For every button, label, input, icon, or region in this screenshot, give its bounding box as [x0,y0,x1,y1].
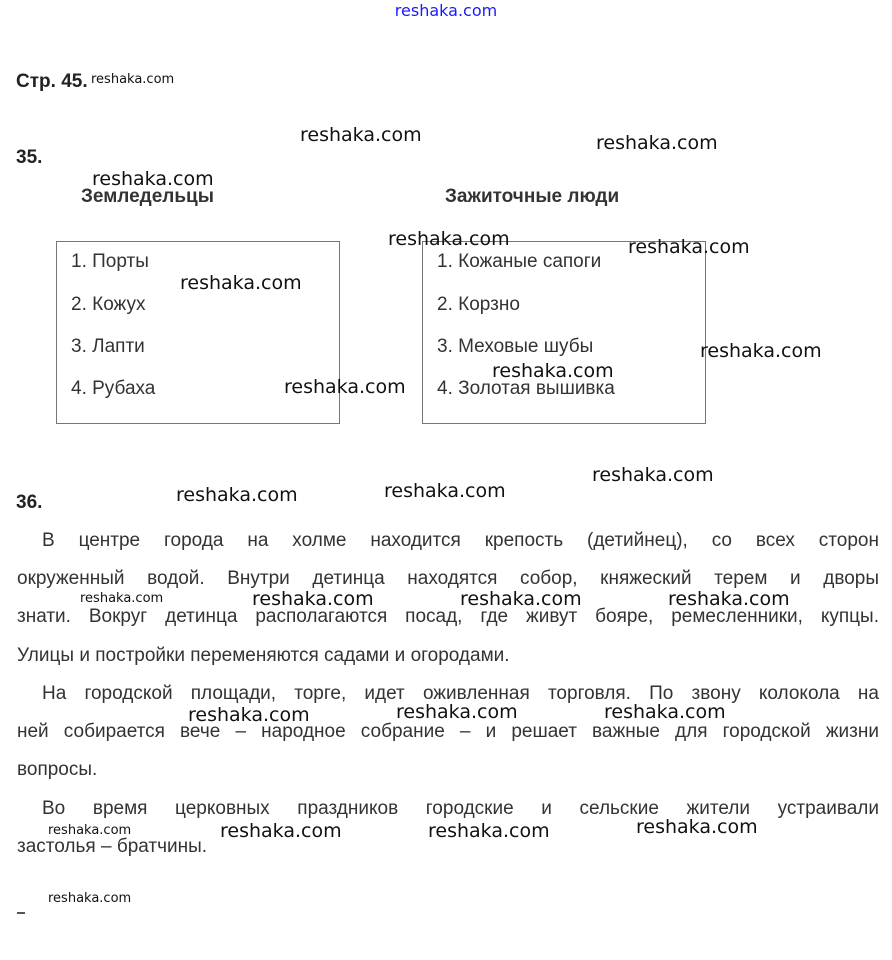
right-list-item: 1. Кожаные сапоги [437,251,602,272]
watermark: reshaka.com [220,820,342,842]
left-list-item: 4. Рубаха [71,378,156,399]
watermark: reshaka.com [592,464,714,486]
watermark: reshaka.com [284,376,406,398]
watermark: reshaka.com [396,701,518,723]
paragraph-line: окруженный водой. Внутри детинца находятся собор, княжеский терем и дворы [17,568,879,589]
exercise-36-number: 36. [16,492,43,513]
watermark: reshaka.com [388,228,510,250]
exercise-35-number: 35. [16,147,43,168]
paragraph-line: Во время церковных праздников городские и сельские жители устраивали [42,798,879,819]
watermark: reshaka.com [48,823,132,838]
paragraph-line: Улицы и постройки переменяются садами и огородами. [17,645,510,666]
watermark: reshaka.com [252,588,374,610]
watermark: reshaka.com [668,588,790,610]
paragraph-line: ней собирается вече – народное собрание – и решает важные для городской жизни [17,721,879,742]
watermark: reshaka.com [92,168,214,190]
right-list-item: 3. Меховые шубы [437,336,594,357]
watermark: reshaka.com [604,701,726,723]
paragraph-line: В центре города на холме находится крепость (детийнец), со всех сторон [42,530,879,551]
watermark: reshaka.com [48,891,132,906]
paragraph-line: знати. Вокруг детинца располагаются посад, где живут бояре, ремесленники, купцы. [17,606,879,627]
watermark: reshaka.com [628,236,750,258]
watermark: reshaka.com [636,816,758,838]
right-list-item: 4. Золотая вышивка [437,378,615,399]
watermark: reshaka.com [188,704,310,726]
left-list-item: 1. Порты [71,251,149,272]
left-column-heading: Земледельцы [81,186,214,207]
right-column-heading: Зажиточные люди [445,186,620,207]
top-watermark: reshaka.com [394,1,498,20]
watermark: reshaka.com [80,591,164,606]
right-list-item: 2. Корзно [437,294,520,315]
watermark: reshaka.com [300,124,422,146]
watermark: reshaka.com [176,484,298,506]
watermark: reshaka.com [91,72,175,87]
watermark: reshaka.com [700,340,822,362]
cut-off-text-fragment [17,912,25,914]
page-reference: Стр. 45. [16,71,88,92]
watermark: reshaka.com [492,360,614,382]
paragraph-line: вопросы. [17,759,98,780]
left-list-item: 2. Кожух [71,294,146,315]
watermark: reshaka.com [384,480,506,502]
watermark: reshaka.com [428,820,550,842]
paragraph-line: На городской площади, торге, идет оживленная торговля. По звону колокола на [42,683,879,704]
watermark: reshaka.com [460,588,582,610]
watermark: reshaka.com [596,132,718,154]
left-list-item: 3. Лапти [71,336,145,357]
paragraph-line: застолья – братчины. [17,836,208,857]
watermark: reshaka.com [180,272,302,294]
